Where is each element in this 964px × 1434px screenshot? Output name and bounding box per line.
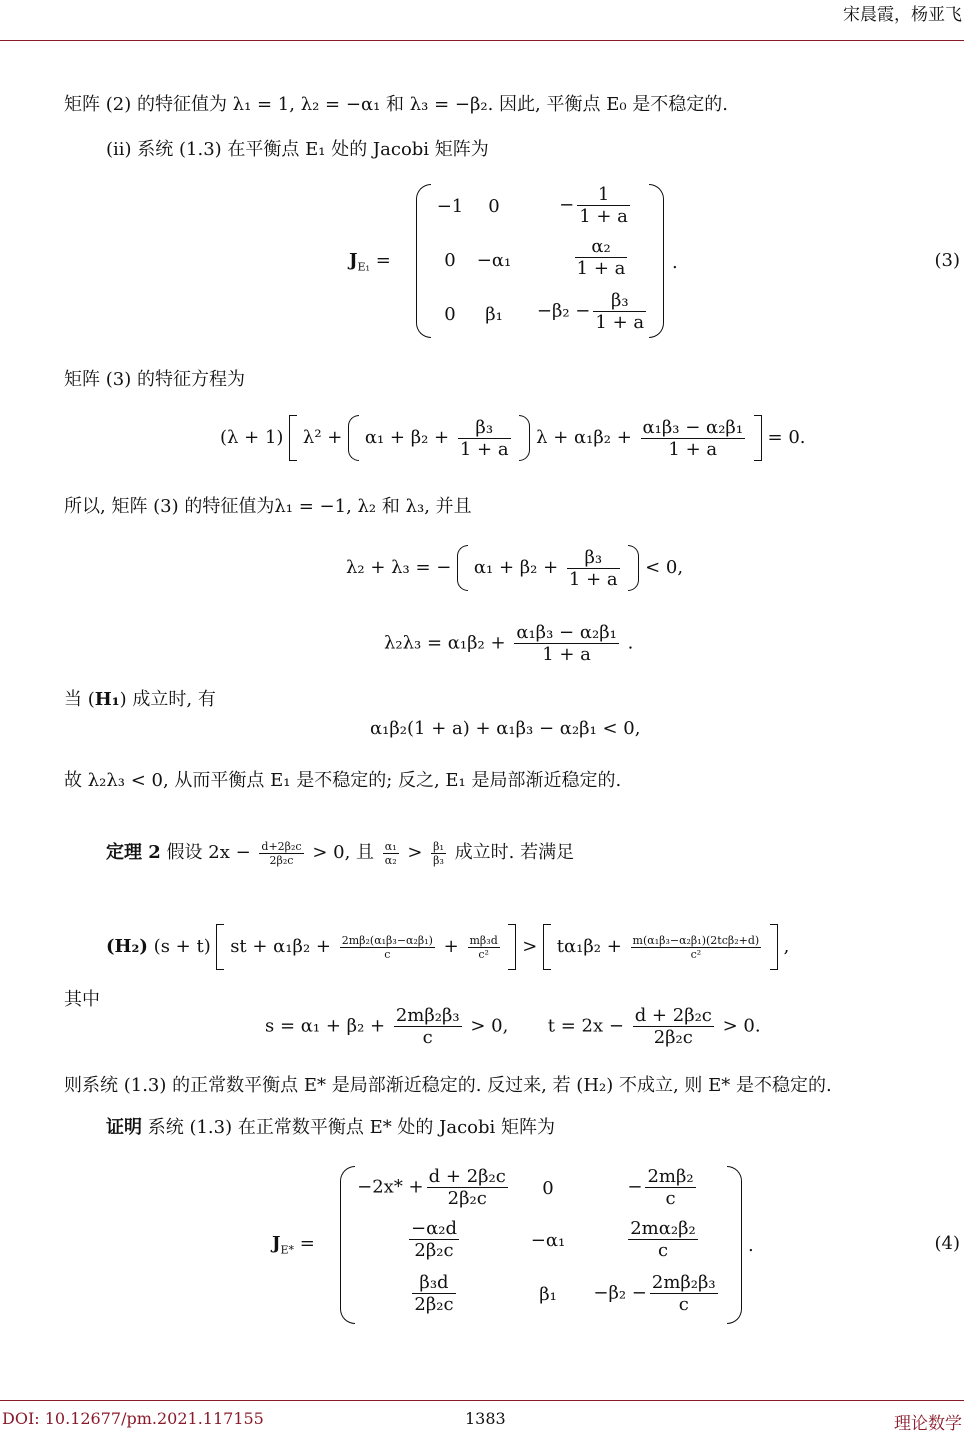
- paragraph-eigenvalues-e1: 所以, 矩阵 (3) 的特征值为λ₁ = −1, λ₂ 和 λ₃, 并且: [64, 496, 472, 517]
- paragraph-stability-e1: 故 λ₂λ₃ < 0, 从而平衡点 E₁ 是不稳定的; 反之, E₁ 是局部渐近稳定的.: [64, 770, 622, 791]
- matrix-cell: 0: [488, 196, 500, 217]
- theorem-label: 定理 2: [106, 842, 161, 863]
- jacobi-subscript: E₁: [357, 260, 370, 274]
- paragraph-char-eq-intro: 矩阵 (3) 的特征方程为: [64, 369, 245, 390]
- eigenvalue-product-equation: λ₂λ₃ = α₁β₂ + $\frac{\text{α₁β₃ − α₂β₁}}{1 + a}$ .: [384, 622, 634, 665]
- matrix-cell: −α₁: [530, 1230, 566, 1251]
- characteristic-equation: (λ + 1) λ² + α₁ + β₂ + $\frac{\text{β₃}}{1 + a}$ λ + α₁β₂ + $\frac{\text{α₁β₃ − α₂β₁}}{1 + a}$ = 0.: [220, 416, 806, 460]
- matrix-cell: −β₂ − $\frac{\text{β₃}}{1 + a}$: [536, 290, 645, 333]
- matrix-cell: β₁: [485, 304, 503, 325]
- paragraph-h1-condition: 当 (H₁) 成立时, 有: [64, 689, 216, 710]
- condition-h2: (H₂) (s + t) st + α₁β₂ + $\frac{\text{2mβ₂(α₁β₃−α₂β₁)}}{c}$ + $\frac{\text{mβ₃d}}{\text{c²}}$ > tα₁β₂ + $\frac{\text{m(α₁β₃−α₂β₁)(2tcβ₂+d)}}{\text{c²}}$ ,: [106, 924, 789, 970]
- matrix-e1: [416, 184, 664, 338]
- left-paren: [416, 184, 431, 338]
- matrix-end-period: .: [748, 1235, 754, 1256]
- matrix-end-period: .: [672, 252, 678, 273]
- matrix-cell: β₁: [539, 1284, 557, 1305]
- journal-name: 理论数学: [894, 1414, 962, 1434]
- matrix-cell: $\frac{\text{−α₂d}}{\text{2β₂c}}$: [411, 1218, 457, 1261]
- paragraph-where: 其中: [64, 989, 100, 1010]
- matrix-cell: − $\frac{1}{1 + a}$: [559, 184, 628, 227]
- matrix-cell: $\frac{\text{β₃d}}{\text{2β₂c}}$: [414, 1272, 454, 1315]
- s-t-definitions: s = α₁ + β₂ + $\frac{\text{2mβ₂β₃}}{c}$ > 0, t = 2x − $\frac{\text{d + 2β₂c}}{\text{2β₂c}}$ > 0.: [265, 1005, 761, 1048]
- page-number: 1383: [465, 1409, 506, 1428]
- proof-label: 证明: [106, 1117, 142, 1138]
- matrix-cell: −1: [436, 196, 464, 217]
- paragraph-case-ii: (ii) 系统 (1.3) 在平衡点 E₁ 处的 Jacobi 矩阵为: [106, 139, 489, 160]
- theorem-2: 定理 2 假设 2x − $\frac{\text{d+2β₂c}}{\text{2β₂c}}$ > 0, 且 $\frac{\text{α₁}}{\text{α₂}}$ > $\frac{\text{β₁}}{\text{β₃}}$ 成立时. 若满足: [106, 839, 575, 867]
- running-header-authors: 宋晨霞，杨亚飞: [843, 5, 962, 25]
- jacobi-symbol: J: [349, 250, 358, 271]
- matrix-cell: −α₁: [476, 250, 512, 271]
- paragraph-eigenvalues-e0: 矩阵 (2) 的特征值为 λ₁ = 1, λ₂ = −α₁ 和 λ₃ = −β₂. 因此, 平衡点 E₀ 是不稳定的.: [64, 94, 729, 115]
- matrix-cell: $\frac{\text{α₂}}{1 + a}$: [576, 236, 626, 279]
- proof-intro: 证明 系统 (1.3) 在正常数平衡点 E* 处的 Jacobi 矩阵为: [106, 1117, 556, 1138]
- inequality-h1: α₁β₂(1 + a) + α₁β₃ − α₂β₁ < 0,: [370, 718, 641, 739]
- header-rule: [0, 40, 964, 41]
- equation-number: (4): [934, 1233, 960, 1254]
- matrix-cell: −2x* + $\frac{\text{d + 2β₂c}}{\text{2β₂c}}$: [357, 1166, 506, 1209]
- matrix-estar: [340, 1166, 742, 1324]
- matrix-lhs-estar: $J_{E*}$ =: [272, 1233, 315, 1257]
- matrix-cell: − $\frac{\text{2mβ₂}}{c}$: [627, 1166, 694, 1209]
- equation-number: (3): [934, 250, 960, 271]
- paragraph-theorem-conclusion: 则系统 (1.3) 的正常数平衡点 E* 是局部渐近稳定的. 反过来, 若 (H₂) 不成立, 则 E* 是不稳定的.: [64, 1075, 832, 1096]
- matrix-cell: −β₂ − $\frac{\text{2mβ₂β₃}}{c}$: [593, 1272, 716, 1315]
- doi-link[interactable]: DOI: 10.12677/pm.2021.117155: [2, 1409, 264, 1428]
- matrix-cell: 0: [444, 304, 456, 325]
- footer-rule: [0, 1400, 964, 1401]
- matrix-cell: 0: [444, 250, 456, 271]
- matrix-lhs: [349, 250, 391, 274]
- matrix-cell: $\frac{\text{2mα₂β₂}}{c}$: [630, 1218, 696, 1261]
- equals-sign: =: [375, 250, 391, 271]
- matrix-cell: 0: [542, 1178, 554, 1199]
- eigenvalue-sum-equation: λ₂ + λ₃ = − α₁ + β₂ + $\frac{\text{β₃}}{1 + a}$ < 0,: [346, 546, 684, 590]
